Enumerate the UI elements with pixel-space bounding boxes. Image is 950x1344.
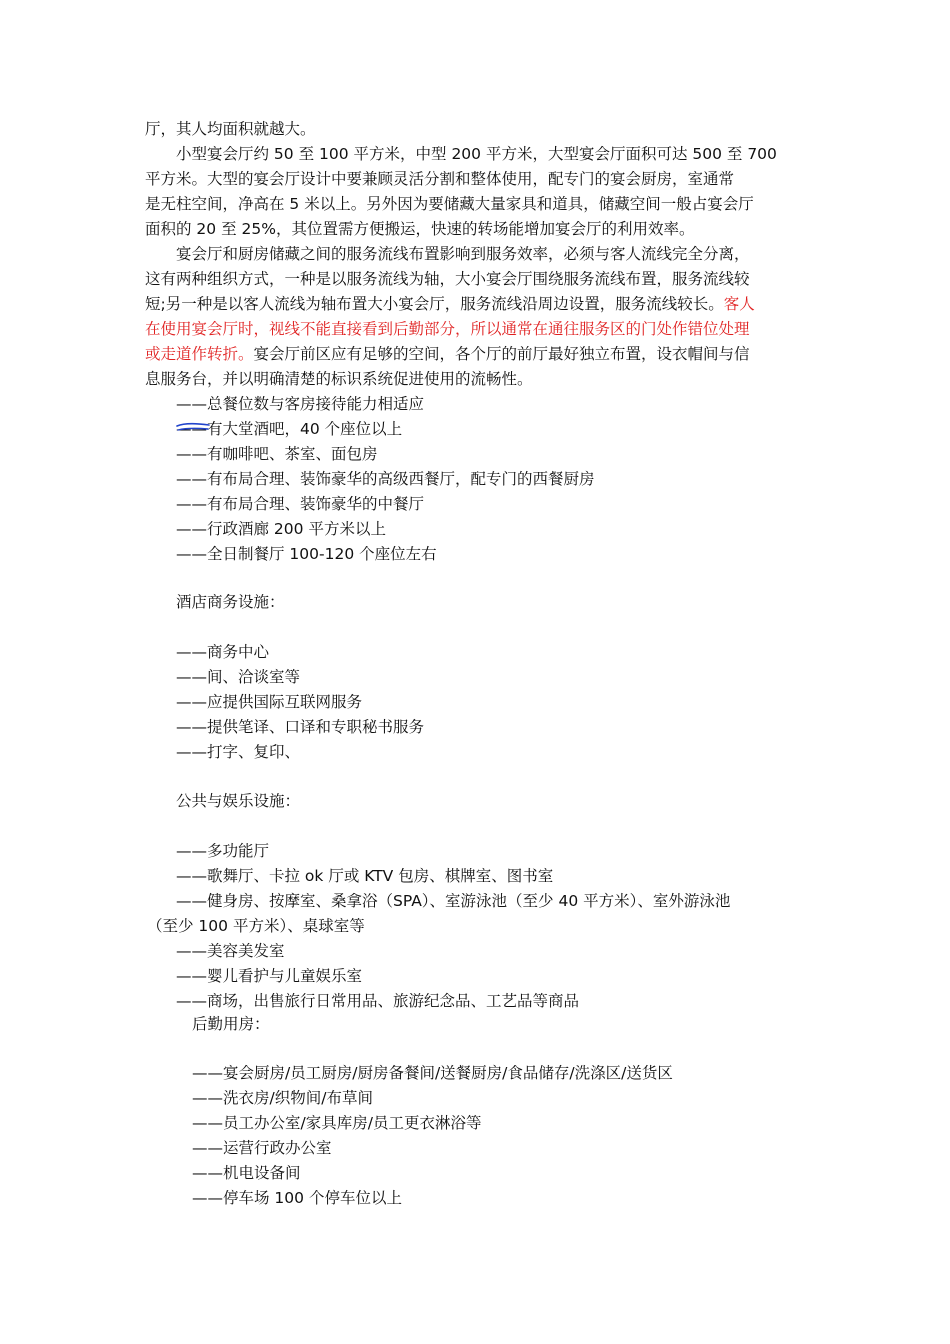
list-item: ——有布局合理、装饰豪华的中餐厅 <box>176 495 425 513</box>
paragraph-line <box>145 342 750 366</box>
list-item: ——洗衣房/织物间/布草间 <box>192 1089 373 1107</box>
highlighted-text: 在使用宴会厅时，视线不能直接看到后勤部分，所以通常在通往服务区的门处作错位处理 <box>145 320 750 338</box>
paragraph-line: 面积的 20 至 25%，其位置需方便搬运，快速的转场能增加宴会厅的利用效率。 <box>145 220 695 238</box>
list-item: ——有大堂酒吧，40 个座位以上 <box>176 420 403 438</box>
paragraph-text: 短;另一种是以客人流线为轴布置大小宴会厅，服务流线沿周边设置，服务流线较长。 <box>145 295 724 313</box>
list-item-continuation: （至少 100 平方米）、桌球室等 <box>147 917 365 935</box>
list-item: ——有布局合理、装饰豪华的高级西餐厅，配专门的西餐厨房 <box>176 470 595 488</box>
paragraph-line <box>145 292 755 316</box>
list-item: ——多功能厅 <box>176 842 270 860</box>
pen-annotation-mark <box>176 420 210 434</box>
section-heading: 后勤用房： <box>192 1015 270 1033</box>
paragraph-line: 平方米。大型的宴会厅设计中要兼顾灵活分割和整体使用，配专门的宴会厨房，室通常 <box>145 170 735 188</box>
paragraph-text: 宴会厅前区应有足够的空间，各个厅的前厅最好独立布置，设衣帽间与信 <box>253 345 750 363</box>
list-item: ——婴儿看护与儿童娱乐室 <box>176 967 363 985</box>
list-item: ——机电设备间 <box>192 1164 301 1182</box>
paragraph-line: 厅，其人均面积就越大。 <box>145 120 316 138</box>
list-item: ——商场，出售旅行日常用品、旅游纪念品、工艺品等商品 <box>176 992 580 1010</box>
list-item: ——行政酒廊 200 平方米以上 <box>176 520 386 538</box>
list-item: ——间、洽谈室等 <box>176 668 301 686</box>
paragraph-line: 小型宴会厅约 50 至 100 平方米，中型 200 平方米，大型宴会厅面积可达 500 至 700 <box>176 145 777 163</box>
list-item: ——商务中心 <box>176 643 270 661</box>
list-item: ——健身房、按摩室、桑拿浴（SPA）、室游泳池（至少 40 平方米）、室外游泳池 <box>176 892 731 910</box>
list-item: ——有咖啡吧、茶室、面包房 <box>176 445 378 463</box>
list-item: ——运营行政办公室 <box>192 1139 332 1157</box>
highlighted-text: 或走道作转折。 <box>145 345 254 363</box>
list-item: ——宴会厨房/员工厨房/厨房备餐间/送餐厨房/食品储存/洗涤区/送货区 <box>192 1064 673 1082</box>
list-item: ——应提供国际互联网服务 <box>176 693 363 711</box>
paragraph-line: 宴会厅和厨房储藏之间的服务流线布置影响到服务效率，必须与客人流线完全分离， <box>176 245 750 263</box>
list-item: ——打字、复印、 <box>176 743 301 761</box>
section-heading: 酒店商务设施： <box>176 593 285 611</box>
paragraph-line: 是无柱空间，净高在 5 米以上。另外因为要储藏大量家具和道具，储藏空间一般占宴会厅 <box>145 195 754 213</box>
paragraph-line: 这有两种组织方式，一种是以服务流线为轴，大小宴会厅围绕服务流线布置，服务流线较 <box>145 270 750 288</box>
list-item: ——提供笔译、口译和专职秘书服务 <box>176 718 425 736</box>
list-item: ——美容美发室 <box>176 942 285 960</box>
list-item: ——总餐位数与客房接待能力相适应 <box>176 395 425 413</box>
list-item: ——停车场 100 个停车位以上 <box>192 1189 402 1207</box>
list-item: ——歌舞厅、卡拉 ok 厅或 KTV 包房、棋牌室、图书室 <box>176 867 554 885</box>
highlighted-text: 客人 <box>723 295 755 313</box>
list-item: ——员工办公室/家具库房/员工更衣淋浴等 <box>192 1114 482 1132</box>
list-item: ——全日制餐厅 100-120 个座位左右 <box>176 545 437 563</box>
paragraph-line: 息服务台，并以明确清楚的标识系统促进使用的流畅性。 <box>145 370 533 388</box>
section-heading: 公共与娱乐设施： <box>176 792 301 810</box>
